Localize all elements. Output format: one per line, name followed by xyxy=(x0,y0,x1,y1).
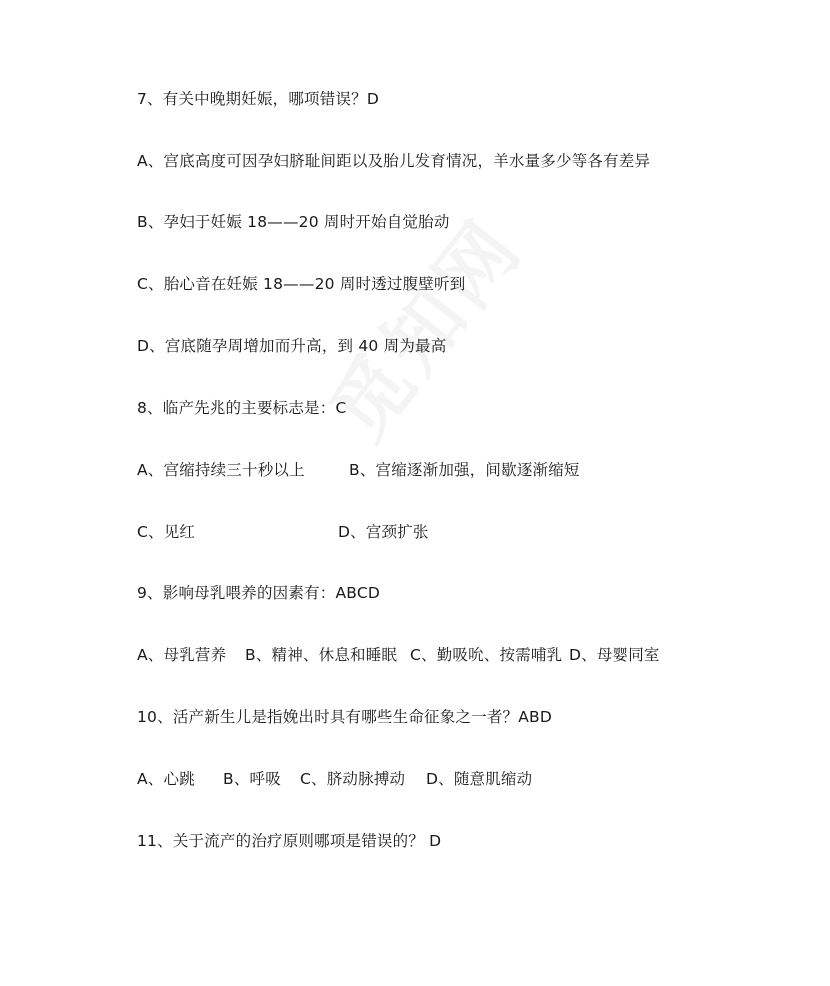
question-9-option-d: D、母婴同室 xyxy=(569,646,660,664)
question-8-option-c: C、见红 xyxy=(137,523,196,541)
question-8-option-b: B、宫缩逐渐加强，间歇逐渐缩短 xyxy=(349,461,580,479)
question-10-option-c: C、脐动脉搏动 xyxy=(300,770,406,788)
question-9-option-b: B、精神、休息和睡眠 xyxy=(245,646,398,664)
question-9-option-a: A、母乳营养 xyxy=(137,646,227,664)
question-11-stem: 11、关于流产的治疗原则哪项是错误的？ D xyxy=(137,832,442,850)
question-8-option-d: D、宫颈扩张 xyxy=(338,523,429,541)
question-10-stem: 10、活产新生儿是指娩出时具有哪些生命征象之一者？ABD xyxy=(137,708,552,726)
question-7-stem: 7、有关中晚期妊娠，哪项错误？D xyxy=(137,90,379,108)
question-7-option-d: D、宫底随孕周增加而升高，到 40 周为最高 xyxy=(137,337,447,355)
question-10-option-d: D、随意肌缩动 xyxy=(426,770,533,788)
question-9-option-c: C、勤吸吮、按需哺乳 xyxy=(410,646,563,664)
question-7-option-c: C、胎心音在妊娠 18——20 周时透过腹壁听到 xyxy=(137,275,466,293)
question-9-stem: 9、影响母乳喂养的因素有：ABCD xyxy=(137,584,380,602)
question-8-option-a: A、宫缩持续三十秒以上 xyxy=(137,461,305,479)
question-7-option-a: A、宫底高度可因孕妇脐耻间距以及胎儿发育情况，羊水量多少等各有差异 xyxy=(137,152,651,170)
question-10-option-b: B、呼吸 xyxy=(223,770,281,788)
question-7-option-b: B、孕妇于妊娠 18——20 周时开始自觉胎动 xyxy=(137,213,450,231)
question-10-option-a: A、心跳 xyxy=(137,770,195,788)
question-8-stem: 8、临产先兆的主要标志是：C xyxy=(137,399,347,417)
